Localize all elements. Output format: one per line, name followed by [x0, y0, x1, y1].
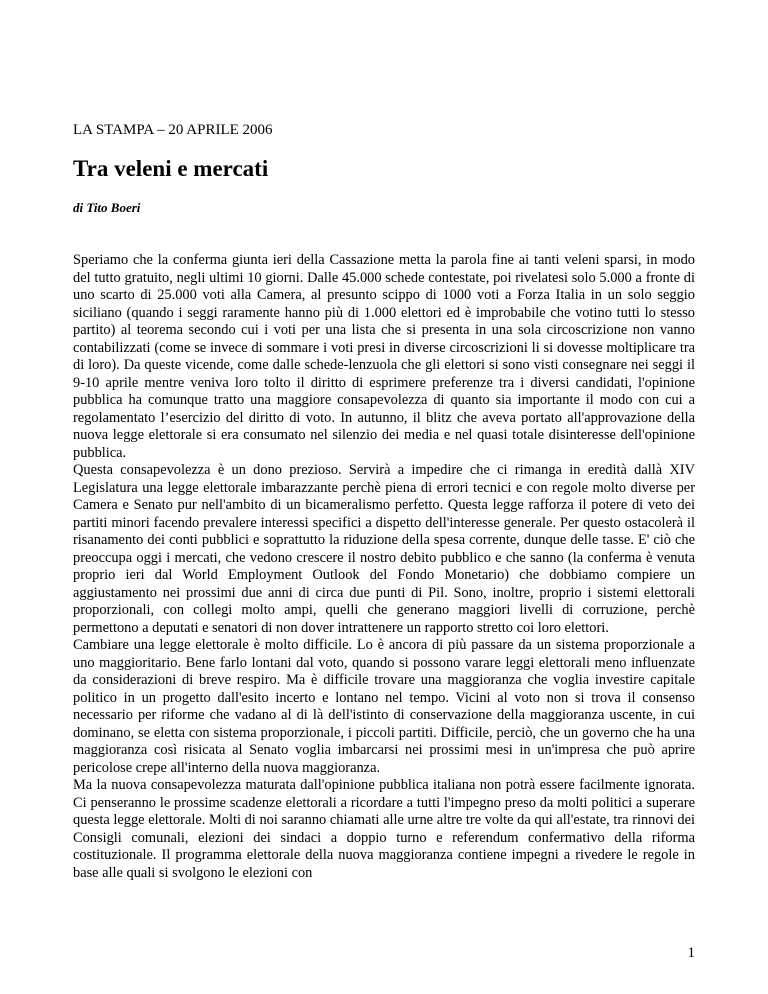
paragraph: Cambiare una legge elettorale è molto difficile. Lo è ancora di più passare da un sistema proporzionale a uno maggioritario. Bene farlo lontani dal voto, quando si possono varare leggi elettorali meno influenzate da considerazioni di breve respiro. Ma è difficile trovare una maggioranza che voglia investire capitale politico in un progetto dall'esito incerto e lontano nel tempo. Vicini al voto non si trova il consenso necessario per riforme che vadano al di là dell'istinto di conservazione della maggioranza uscente, in cui dominano, se eletta con sistema proporzionale, i piccoli partiti. Difficile, perciò, che un governo che ha una maggioranza così risicata al Senato voglia imbarcarsi nei prossimi mesi in un'impresa che può aprire pericolose crepe all'interno della nuova maggioranza. [73, 637, 695, 776]
page-number: 1 [687, 945, 695, 961]
article-title: Tra veleni e mercati [73, 156, 269, 181]
article-body [73, 252, 695, 882]
paragraph: Speriamo che la conferma giunta ieri della Cassazione metta la parola fine ai tanti veleni sparsi, in modo del tutto gratuito, negli ultimi 10 giorni. Dalle 45.000 schede contestate, poi rivelatesi solo 5.000 a fronte di uno scarto di 25.000 voti alla Camera, al presunto scippo di 1000 voti a Forza Italia in un solo seggio siciliano (quando i seggi raramente hanno più di 1.000 elettori ed è improbabile che votino tutti lo stesso partito) al teorema secondo cui i voti per una lista che si presenta in una sola circoscrizione non vanno contabilizzati (come se invece di sommare i voti presi in diverse circoscrizioni li si dovesse moltiplicare tra di loro). Da queste vicende, come dalle schede-lenzuola che gli elettori si sono visti consegnare nei seggi il 9-10 aprile mentre veniva loro tolto il diritto di esprimere preferenze tra i diversi candidati, l'opinione pubblica ha comunque tratto una maggiore consapevolezza di quanto sia importante il modo con cui a regolamentato l’esercizio del diritto di voto. In autunno, il blitz che aveva portato all'approvazione della nuova legge elettorale si era consumato nel silenzio dei media e nel quasi totale disinteresse dell'opinione pubblica. [73, 252, 695, 461]
newspaper-source: LA STAMPA – 20 APRILE 2006 [73, 122, 273, 138]
article-byline: di Tito Boeri [73, 200, 141, 215]
paragraph: Ma la nuova consapevolezza maturata dall'opinione pubblica italiana non potrà essere facilmente ignorata. Ci penseranno le prossime scadenze elettorali a ricordare a tutti l'impegno preso da molti politici a superare questa legge elettorale. Molti di noi saranno chiamati alle urne altre tre volte da qui all'estate, tra rinnovi dei Consigli comunali, elezioni dei sindaci a doppio turno e referendum confermativo della riforma costituzionale. Il programma elettorale della nuova maggioranza contiene impegni a rivedere le regole in base alle quali si svolgono le elezioni con [73, 777, 695, 881]
paragraph: Questa consapevolezza è un dono prezioso. Servirà a impedire che ci rimanga in eredità dallà XIV Legislatura una legge elettorale imbarazzante perchè piena di errori tecnici e con regole molto diverse per Camera e Senato pur nell'ambito di un bicameralismo perfetto. Questa legge rafforza il potere di veto dei partiti minori facendo prevalere interessi specifici a dispetto dell'interesse generale. Per questo ostacolerà il risanamento dei conti pubblici e soprattutto la riduzione della spesa corrente, dunque delle tasse. E' ciò che preoccupa oggi i mercati, che vedono crescere il nostro debito pubblico e che sanno (la conferma è venuta proprio ieri dal World Employment Outlook del Fondo Monetario) che dobbiamo compiere un aggiustamento nei prossimi due anni di circa due punti di Pil. Sono, inoltre, proprio i sistemi elettorali proporzionali, con collegi molto ampi, quelli che generano maggiori livelli di corruzione, perchè permettono a deputati e senatori di non dover intrattenere un rapporto stretto coi loro elettori. [73, 462, 695, 636]
